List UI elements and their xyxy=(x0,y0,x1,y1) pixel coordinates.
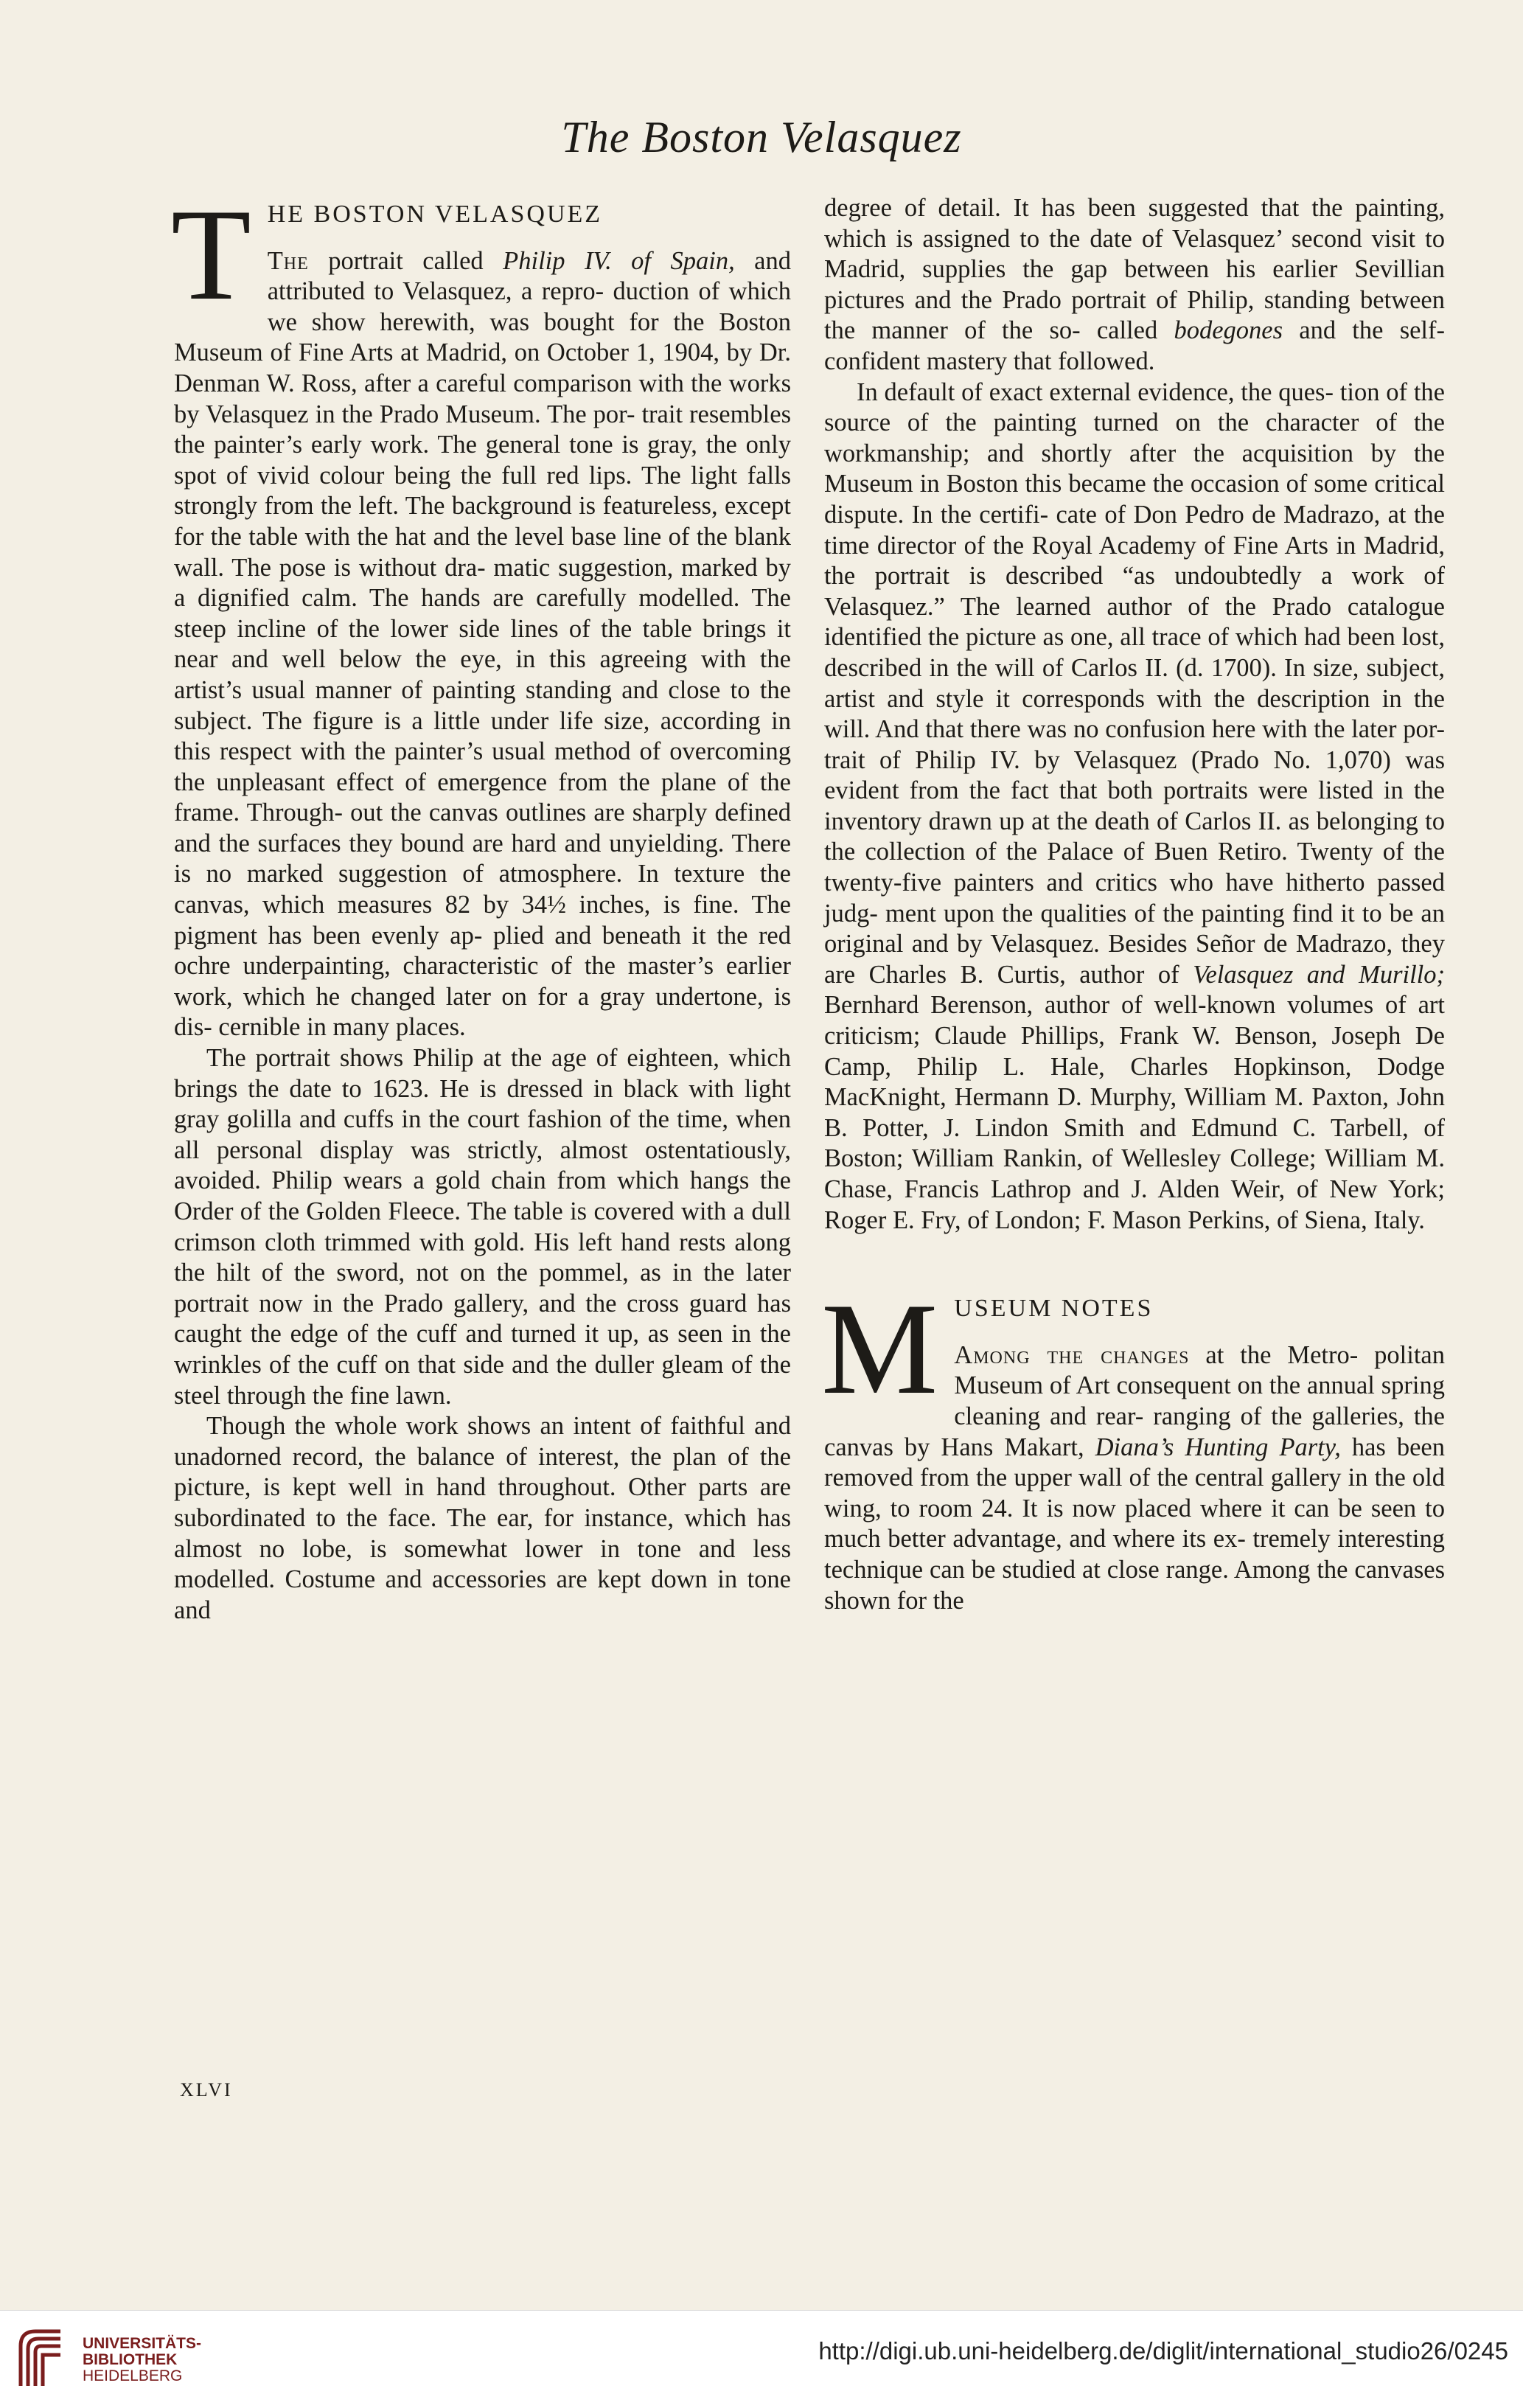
page-number: XLVI xyxy=(180,2079,233,2101)
museum-notes-section xyxy=(821,1276,1445,1616)
article-heading: HE BOSTON VELASQUEZ xyxy=(267,201,603,228)
drop-cap: M xyxy=(821,1276,938,1422)
paragraph: Among the changes at the Metro- politan Museum of Art consequent on the annual spring cleaning and rear- ranging of the galleries, the canvas by Hans Makart, Diana’s Hunting Party, has been removed from the upper wall of the central gallery in the old wing, to room 24. It is now placed where it can be seen to much better advantage, and where its ex- tremely interesting technique can be studied at close range. Among the canvases shown for the xyxy=(824,1340,1445,1615)
book-title: Velasquez and Murillo; xyxy=(1193,960,1445,989)
lead-in: Among the changes xyxy=(954,1340,1190,1369)
digitization-footer xyxy=(0,2310,1523,2408)
paragraph: The portrait called Philip IV. of Spain, and attributed to Velasquez, a repro- duction of which we show herewith, was bought for the Boston Museum of Fine Arts at Madrid, on October 1, 1904, by Dr. Denman W. Ross, after a careful comparison with the works by Velasquez in the Prado Museum. The por- trait resembles the painter’s early work. The general tone is gray, the only spot of vivid colour being the full red lips. The light falls strongly from the left. The background is featureless, except for the table with the hat and the level base line of the blank wall. The pose is without dra- matic suggestion, marked by a dignified calm. The hands are carefully modelled. The steep incline of the lower side lines of the table brings it near and well below the eye, in this agreeing with the artist’s usual manner of painting standing and close to the subject. The figure is a little under life size, according in this respect with the painter’s usual method of overcoming the unpleasant effect of emergence from the plane of the frame. Through- out the canvas outlines are sharply defined and the surfaces they bound are hard and unyielding. There is no marked suggestion of atmosphere. In texture the canvas, which measures 82 by 34½ inches, is fine. The pigment has been evenly ap- plied and beneath it the red ochre underpainting, characteristic of the master’s earlier work, which he changed later on for a gray undertone, is dis- cernible in many places. xyxy=(174,246,791,1042)
lead-in: The xyxy=(267,246,309,275)
painting-title: Philip IV. of Spain, xyxy=(503,246,735,275)
section-heading: USEUM NOTES xyxy=(954,1295,1154,1323)
paragraph: In default of exact external evidence, the ques- tion of the source of the painting turned on the character of the workmanship; and shortly after the acquisition by the Museum in Boston this became the occasion of some critical dispute. In the certifi- cate of Don Pedro de Madrazo, at the time director of the Royal Academy of Fine Arts in Madrid, the portrait is described “as undoubtedly a work of Velasquez.” The learned author of the Prado catalogue identified the picture as one, all trace of which had been lost, described in the will of Carlos II. (d. 1700). In size, subject, artist and style it corresponds with the description in the will. And that there was no confusion here with the later por- trait of Philip IV. by Velasquez (Prado No. 1,070) was evident from the fact that both portraits were listed in the inventory drawn up at the death of Carlos II. as belonging to the collection of the Palace of Buen Retiro. Twenty of the twenty-five painters and critics who have hitherto passed judg- ment upon the qualities of the painting find it to be an original and by Velasquez. Besides Señor de Madrazo, they are Charles B. Curtis, author of Velasquez and Murillo; Bernhard Berenson, author of well-known volumes of art criticism; Claude Phillips, Frank W. Benson, Joseph De Camp, Philip L. Hale, Charles Hopkinson, Dodge MacKnight, Hermann D. Murphy, William M. Paxton, John B. Potter, J. Lindon Smith and Edmund C. Tarbell, of Boston; William Rankin, of Wellesley College; William M. Chase, Francis Lathrop and J. Alden Weir, of New York; Roger E. Fry, of London; F. Mason Perkins, of Siena, Italy. xyxy=(824,377,1445,1234)
library-logo-icon xyxy=(15,2324,66,2392)
source-url-link[interactable]: http://digi.ub.uni-heidelberg.de/diglit/international_studio26/0245 xyxy=(818,2337,1508,2364)
paragraph: Though the whole work shows an intent of faithful and unadorned record, the balance of interest, the plan of the picture, is kept well in hand throughout. Other parts are subordinated to the face. The ear, for instance, which has almost no lobe, is somewhat lower in tone and less modelled. Costume and accessories are kept down in tone and xyxy=(174,1412,791,1624)
painting-title: Diana’s Hunting Party, xyxy=(1095,1433,1341,1461)
library-logo-text: UNIVERSITÄTS- BIBLIOTHEK HEIDELBERG xyxy=(83,2335,202,2384)
left-column xyxy=(171,181,791,1626)
drop-cap: T xyxy=(171,181,251,327)
paragraph: The portrait shows Philip at the age of eighteen, which brings the date to 1623. He is dressed in black with light gray golilla and cuffs in the court fashion of the time, when all personal display was strictly, almost ostentatiously, avoided. Philip wears a gold chain from which hangs the Order of the Golden Fleece. The table is covered with a dull crimson cloth trimmed with gold. His left hand rests along the hilt of the sword, not on the pommel, as in the later portrait now in the Prado gallery, and the cross guard has caught the edge of the cuff and turned it up, as seen in the wrinkles of the cuff on that side and the duller gleam of the steel through the fine lawn. xyxy=(174,1044,791,1410)
paragraph: degree of detail. It has been suggested that the painting, which is assigned to the date of Velasquez’ second visit to Madrid, supplies the gap between his earlier Sevillian pictures and the Prado portrait of Philip, standing between the manner of the so- called bodegones and the self-confident mastery that followed. xyxy=(824,194,1445,375)
running-head: The Boston Velasquez xyxy=(561,113,962,161)
right-column xyxy=(821,193,1445,1616)
